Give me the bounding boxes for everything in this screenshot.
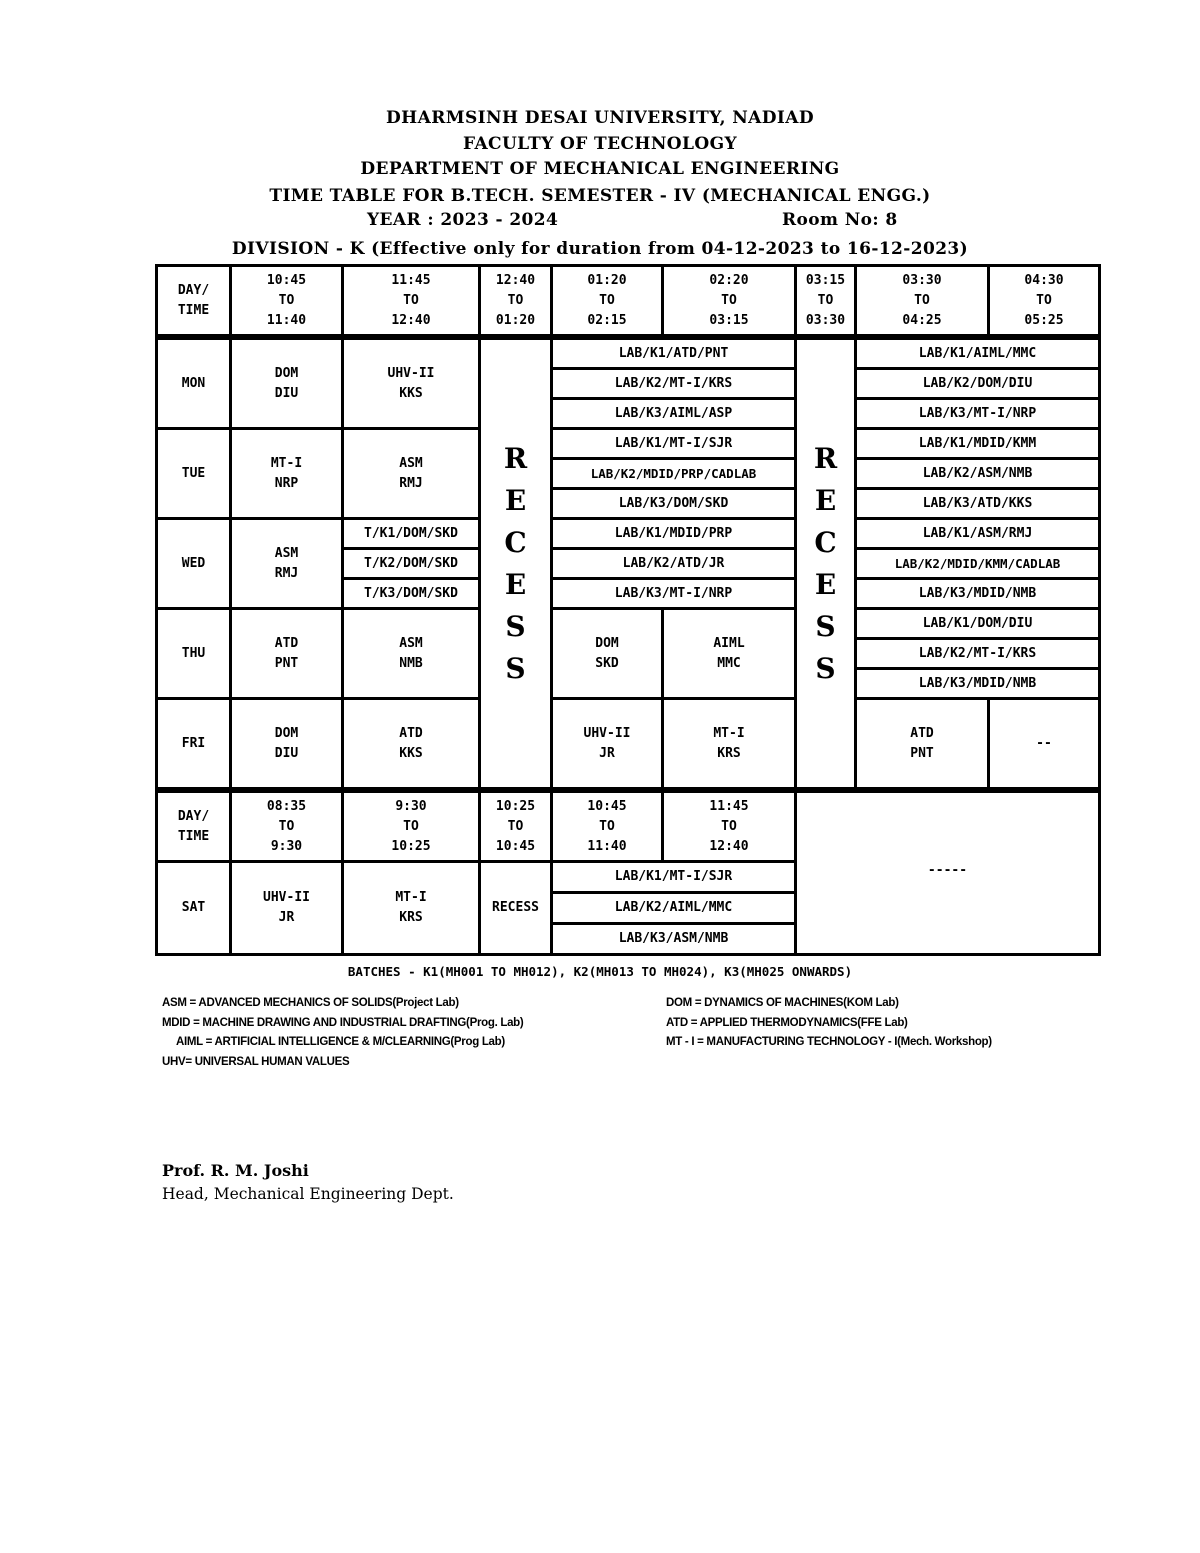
timetable-grid xyxy=(155,264,1101,956)
time-slot-7: 03:30 TO 04:25 xyxy=(854,264,990,337)
mon-late-lab-k2: LAB/K2/DOM/DIU xyxy=(854,367,1101,400)
day-tue: TUE xyxy=(155,427,232,520)
fri-slot-1: DOM DIU xyxy=(229,697,344,790)
wed-tutorial-k3: T/K3/DOM/SKD xyxy=(341,577,481,610)
mon-mid-lab-k3: LAB/K3/AIML/ASP xyxy=(550,397,797,430)
tue-late-lab-k1: LAB/K1/MDID/KMM xyxy=(854,427,1101,460)
tue-mid-lab-k3: LAB/K3/DOM/SKD xyxy=(550,487,797,520)
tue-slot-2: ASM RMJ xyxy=(341,427,481,520)
sat-time-slot-5: 11:45 TO 12:40 xyxy=(661,790,797,863)
recess-letter: C xyxy=(814,525,837,559)
mon-late-lab-k3: LAB/K3/MT-I/NRP xyxy=(854,397,1101,430)
time-slot-8: 04:30 TO 05:25 xyxy=(987,264,1101,337)
day-sat: SAT xyxy=(155,860,232,956)
tue-slot-1: MT-I NRP xyxy=(229,427,344,520)
university-name: DHARMSINH DESAI UNIVERSITY, NADIAD xyxy=(386,108,814,128)
recess-letter: R xyxy=(813,441,838,475)
recess-letter: E xyxy=(504,483,527,517)
academic-year: YEAR : 2023 - 2024 xyxy=(367,210,559,230)
fri-slot-4: UHV-II JR xyxy=(550,697,664,790)
time-slot-3: 12:40 TO 01:20 xyxy=(478,264,553,337)
fri-slot-5: MT-I KRS xyxy=(661,697,797,790)
day-mon: MON xyxy=(155,337,232,430)
legend-aiml: AIML = ARTIFICIAL INTELLIGENCE & M/CLEARNING(Prog Lab) xyxy=(176,1036,505,1048)
mon-mid-lab-k2: LAB/K2/MT-I/KRS xyxy=(550,367,797,400)
recess-letter: S xyxy=(815,609,836,643)
day-fri: FRI xyxy=(155,697,232,790)
sat-day-time-header: DAY/ TIME xyxy=(155,790,232,863)
sat-slot-1: UHV-II JR xyxy=(229,860,344,956)
recess-column-2 xyxy=(794,337,857,790)
timetable-title: TIME TABLE FOR B.TECH. SEMESTER - IV (MECHANICAL ENGG.) xyxy=(269,186,931,206)
recess-letter: E xyxy=(814,567,837,601)
time-slot-5: 02:20 TO 03:15 xyxy=(661,264,797,337)
faculty-name: FACULTY OF TECHNOLOGY xyxy=(462,134,738,154)
day-thu: THU xyxy=(155,607,232,700)
thu-late-lab-k2: LAB/K2/MT-I/KRS xyxy=(854,637,1101,670)
thu-late-lab-k3: LAB/K3/MDID/NMB xyxy=(854,667,1101,700)
legend-dom: DOM = DYNAMICS OF MACHINES(KOM Lab) xyxy=(666,997,899,1009)
recess-letter: E xyxy=(504,567,527,601)
legend-mt: MT - I = MANUFACTURING TECHNOLOGY - I(Mech. Workshop) xyxy=(666,1036,992,1048)
sat-time-slot-4: 10:45 TO 11:40 xyxy=(550,790,664,863)
time-slot-6: 03:15 TO 03:30 xyxy=(794,264,857,337)
recess-letter: S xyxy=(815,651,836,685)
recess-letter: E xyxy=(814,483,837,517)
sat-lab-k2: LAB/K2/AIML/MMC xyxy=(550,891,797,925)
wed-mid-lab-k1: LAB/K1/MDID/PRP xyxy=(550,517,797,550)
day-wed: WED xyxy=(155,517,232,610)
time-slot-4: 01:20 TO 02:15 xyxy=(550,264,664,337)
mon-mid-lab-k1: LAB/K1/ATD/PNT xyxy=(550,337,797,370)
thu-slot-5: AIML MMC xyxy=(661,607,797,700)
mon-slot-1: DOM DIU xyxy=(229,337,344,430)
fri-slot-2: ATD KKS xyxy=(341,697,481,790)
fri-slot-8: -- xyxy=(987,697,1101,790)
sat-time-slot-2: 9:30 TO 10:25 xyxy=(341,790,481,863)
sat-empty-block: ----- xyxy=(794,790,1101,956)
tue-mid-lab-k1: LAB/K1/MT-I/SJR xyxy=(550,427,797,460)
fri-slot-7: ATD PNT xyxy=(854,697,990,790)
department-name: DEPARTMENT OF MECHANICAL ENGINEERING xyxy=(360,159,840,179)
recess-letter: S xyxy=(505,651,526,685)
mon-late-lab-k1: LAB/K1/AIML/MMC xyxy=(854,337,1101,370)
wed-slot-1: ASM RMJ xyxy=(229,517,344,610)
recess-letter: C xyxy=(504,525,527,559)
sat-lab-k1: LAB/K1/MT-I/SJR xyxy=(550,860,797,894)
sat-time-slot-3: 10:25 TO 10:45 xyxy=(478,790,553,863)
wed-late-lab-k1: LAB/K1/ASM/RMJ xyxy=(854,517,1101,550)
wed-late-lab-k3: LAB/K3/MDID/NMB xyxy=(854,577,1101,610)
tue-mid-lab-k2: LAB/K2/MDID/PRP/CADLAB xyxy=(550,457,797,490)
sat-time-slot-1: 08:35 TO 9:30 xyxy=(229,790,344,863)
division-line: DIVISION - K (Effective only for duration from 04-12-2023 to 16-12-2023) xyxy=(231,239,969,259)
sat-recess: RECESS xyxy=(478,860,553,956)
signatory-designation: Head, Mechanical Engineering Dept. xyxy=(162,1185,454,1203)
time-slot-1: 10:45 TO 11:40 xyxy=(229,264,344,337)
thu-late-lab-k1: LAB/K1/DOM/DIU xyxy=(854,607,1101,640)
wed-tutorial-k2: T/K2/DOM/SKD xyxy=(341,547,481,580)
sat-lab-k3: LAB/K3/ASM/NMB xyxy=(550,922,797,956)
legend-asm: ASM = ADVANCED MECHANICS OF SOLIDS(Project Lab) xyxy=(162,997,459,1009)
signatory-name: Prof. R. M. Joshi xyxy=(162,1161,309,1180)
thu-slot-2: ASM NMB xyxy=(341,607,481,700)
wed-tutorial-k1: T/K1/DOM/SKD xyxy=(341,517,481,550)
legend-atd: ATD = APPLIED THERMODYNAMICS(FFE Lab) xyxy=(666,1017,908,1029)
wed-mid-lab-k3: LAB/K3/MT-I/NRP xyxy=(550,577,797,610)
legend-uhv: UHV= UNIVERSAL HUMAN VALUES xyxy=(162,1056,350,1068)
recess-letter: S xyxy=(505,609,526,643)
thu-slot-1: ATD PNT xyxy=(229,607,344,700)
mon-slot-2: UHV-II KKS xyxy=(341,337,481,430)
thu-slot-4: DOM SKD xyxy=(550,607,664,700)
recess-letter: R xyxy=(503,441,528,475)
room-number: Room No: 8 xyxy=(782,210,898,230)
recess-column-1 xyxy=(478,337,553,790)
day-time-header: DAY/ TIME xyxy=(155,264,232,337)
tue-late-lab-k2: LAB/K2/ASM/NMB xyxy=(854,457,1101,490)
wed-mid-lab-k2: LAB/K2/ATD/JR xyxy=(550,547,797,580)
batches-note: BATCHES - K1(MH001 TO MH012), K2(MH013 TO MH024), K3(MH025 ONWARDS) xyxy=(347,964,853,979)
time-slot-2: 11:45 TO 12:40 xyxy=(341,264,481,337)
sat-slot-2: MT-I KRS xyxy=(341,860,481,956)
tue-late-lab-k3: LAB/K3/ATD/KKS xyxy=(854,487,1101,520)
legend-mdid: MDID = MACHINE DRAWING AND INDUSTRIAL DRAFTING(Prog. Lab) xyxy=(162,1017,524,1029)
wed-late-lab-k2: LAB/K2/MDID/KMM/CADLAB xyxy=(854,547,1101,580)
